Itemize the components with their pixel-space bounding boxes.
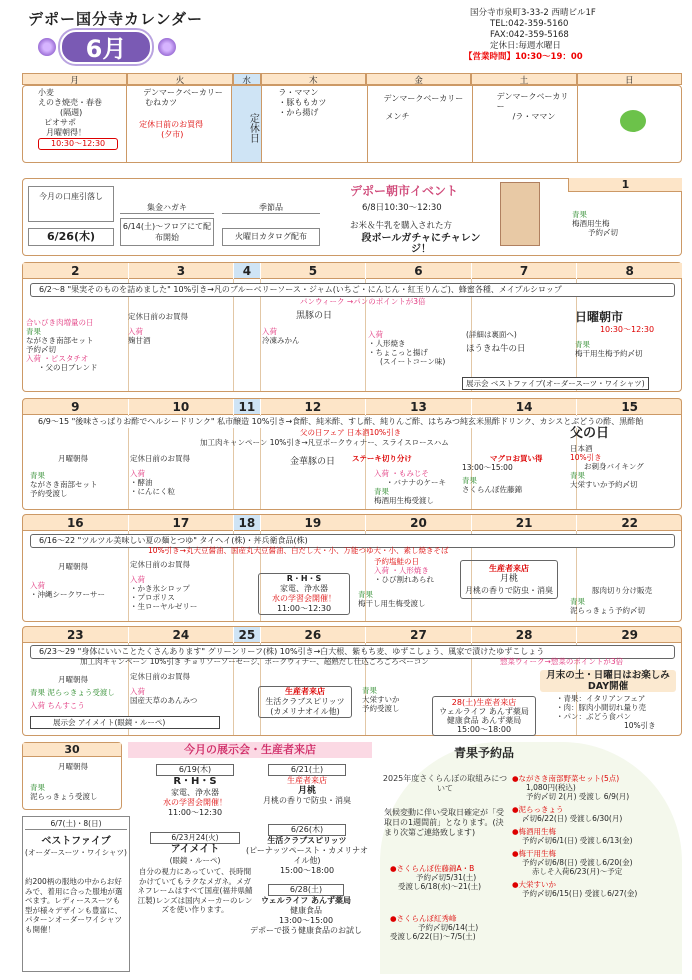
w5-sun xyxy=(556,694,656,730)
text: ・ひび割れあられ xyxy=(374,575,434,584)
time-box: 10:30～12:30 xyxy=(38,138,118,150)
w2-mon xyxy=(26,318,122,372)
text: ●大栄すいか xyxy=(512,880,557,889)
week3-banner: 6/9～15 "後味さっぱりお酢でヘルシードリンク" 私市醸造 10%引き→食酢、純米酢、すし酢、純りんご酢、はちみつ純玄米黒酢ドリンク、カシスとぶどうの酢、黒酢飴 xyxy=(30,416,675,428)
sun1-text xyxy=(572,210,618,237)
day-number: 16 xyxy=(23,515,128,531)
w4-mon xyxy=(30,562,105,599)
text: 入荷 xyxy=(128,327,143,336)
w5-tue xyxy=(130,672,197,705)
text: 青果 xyxy=(462,476,477,485)
w3-fri xyxy=(352,454,446,505)
text: 梅酒用生梅受渡し xyxy=(374,496,434,505)
text: ●ながさき南部野菜セット(5点) xyxy=(512,774,620,783)
day-number: 3 xyxy=(129,263,234,279)
weekly-sat xyxy=(473,86,578,162)
produce-title: 青果予約品 xyxy=(454,746,515,760)
weekday-sun: 日 xyxy=(577,73,682,85)
weekly-sun xyxy=(578,86,682,162)
store-address: 国分寺市泉町3-33-2 西晴ビル1F xyxy=(470,8,596,18)
day-number: 23 xyxy=(23,627,128,643)
text: 青果 xyxy=(26,327,41,336)
event-title: デポー朝市イベント xyxy=(350,184,459,198)
text: 青果 xyxy=(358,590,373,599)
text: 予約〆切5/31(土) xyxy=(416,873,477,882)
day-number: 21 xyxy=(472,515,577,531)
text: 予約〆切 xyxy=(26,345,56,354)
day-number: 27 xyxy=(366,627,471,643)
text: ・パン：ぶどう食パン xyxy=(556,712,631,721)
week2-banner: 6/2～8 "果実そのものを詰めました" 10%引き→凡のブルーベリーソース・ジャム(いちご・にんじん・紅玉りんご)、蜂蜜各種、メイプルシロップ xyxy=(30,283,675,297)
text: 黒豚の日 xyxy=(296,311,333,321)
text: 月桃 xyxy=(297,786,316,796)
w6-mon xyxy=(30,762,98,801)
text: 青果 xyxy=(30,471,45,480)
w5-expo: 展示会 アイメイト(眼鏡・ルーペ) xyxy=(30,716,220,729)
day-number: 20 xyxy=(366,515,471,531)
text: 15:00～18:00 xyxy=(456,725,512,734)
text: 日曜朝市 xyxy=(575,310,624,324)
text: ●さくらんぼ紅秀峰 xyxy=(390,914,457,923)
hydrangea-icon xyxy=(158,38,176,56)
weekday-header xyxy=(22,73,682,85)
w2-thu xyxy=(262,312,332,345)
text: ●さくらんぼ佐藤錦A・B xyxy=(390,864,475,873)
hydrangea-icon xyxy=(38,38,56,56)
text: 青果 xyxy=(362,686,377,695)
text: (ピーナッツペースト・カメリナオイル他) xyxy=(246,846,368,865)
text: 泥らっきょう受渡し xyxy=(30,792,98,801)
text: 青果 xyxy=(30,783,45,792)
text: 6/23月24(火) xyxy=(150,832,240,844)
weekly-row xyxy=(22,86,682,162)
text: 定休日前のお買得 xyxy=(130,560,190,569)
event-time: 6/8日10:30～12:30 xyxy=(362,203,442,213)
text: R・H・S xyxy=(173,776,217,787)
text: 健康食品 xyxy=(290,906,322,915)
text: 泥らっきょう予約〆切 xyxy=(570,606,645,615)
text: お刺身バイキング xyxy=(584,462,644,471)
text: 赤しそ入荷6/23(月)～予定 xyxy=(532,867,623,876)
day-number: 10 xyxy=(129,399,234,415)
day-number: 17 xyxy=(129,515,234,531)
text: 6/28(土) xyxy=(268,884,344,896)
text: 定休日前のお買得 xyxy=(130,672,190,681)
text: ・沖縄シークワーサー xyxy=(30,590,105,599)
w3-sun xyxy=(570,426,678,489)
text: 青果 泥らっきょう受渡し xyxy=(30,688,115,697)
text: 月桃 xyxy=(499,574,518,584)
text: 入荷 xyxy=(130,687,145,696)
day-number: 19 xyxy=(261,515,366,531)
weekday-tue: 火 xyxy=(127,73,232,85)
store-closed: 定休日:毎週水曜日 xyxy=(490,41,561,51)
text: ほうきね牛の日 xyxy=(466,344,526,354)
text: ●梅酒用生梅 xyxy=(512,827,557,836)
text: 月曜朝得 xyxy=(58,675,88,684)
text: 予約〆切6/14(土) xyxy=(418,923,479,932)
frog-icon xyxy=(620,110,646,132)
text: 6/19(木) xyxy=(156,764,234,776)
text: ・ちょこっと揚げ xyxy=(368,348,428,357)
text: 青果 xyxy=(570,471,585,480)
day-number: 14 xyxy=(472,399,577,415)
text: デンマークベーカリー xyxy=(143,88,223,97)
text: 13:00～15:00 xyxy=(462,463,513,472)
text: 入荷 xyxy=(130,575,145,584)
text: 10%引き xyxy=(570,453,602,462)
w2-sat xyxy=(466,330,526,354)
text: マグロお買い得 xyxy=(490,454,543,463)
event-desc: お米＆牛乳を購入された方 xyxy=(350,221,453,231)
text: 月曜朝得！ xyxy=(46,128,86,137)
cherry-sato xyxy=(390,864,481,891)
text: デンマークベーカリー xyxy=(496,92,569,111)
gacha-box-icon xyxy=(500,182,540,246)
text: ステーキ切り分け xyxy=(352,454,412,463)
text: 国産天草のあんみつ xyxy=(130,696,198,705)
expo-rhs xyxy=(136,764,254,818)
text: 予約〆切 2(月) 受渡し 6/9(月) xyxy=(526,792,630,801)
text: 月曜朝得 xyxy=(58,562,88,571)
text: 入荷 xyxy=(30,581,45,590)
day-number: 28 xyxy=(472,627,577,643)
store-hours: 【営業時間】10:30～19：00 xyxy=(464,52,583,62)
text: 大栄すいか予約〆切 xyxy=(570,480,638,489)
w5-sun-banner: 月末の土・日曜日はお楽しみDAY開催 xyxy=(540,670,676,692)
text: ベストファイブ xyxy=(41,835,111,847)
week2-banner2: パンウィーク →パンのポイントが3倍 xyxy=(300,297,426,306)
text: 青果 xyxy=(575,340,590,349)
text: 健康食品 あんず薬局 xyxy=(446,716,522,725)
text: 青果 xyxy=(570,597,585,606)
store-info xyxy=(464,8,675,63)
text: ウェルライフ あんず薬局 xyxy=(261,896,351,905)
text: さくらんぼ佐藤錦 xyxy=(462,485,522,494)
day-number: 12 xyxy=(261,399,366,415)
text: えのき焼売・春巻 xyxy=(38,98,102,107)
text: 家電、浄水器 xyxy=(280,584,328,593)
day-number: 15 xyxy=(577,399,682,415)
text: (オーダースーツ・ワイシャツ) xyxy=(25,847,127,857)
text: 6/26(木) xyxy=(268,824,346,836)
event-main: 段ボールガチャにチャレンジ！ xyxy=(361,233,481,255)
catalog-label: 季節品 xyxy=(222,202,320,214)
text: 予約〆切6/8(日) 受渡し6/20(金) xyxy=(522,858,633,867)
weekly-fri xyxy=(368,86,473,162)
day-30: 30 xyxy=(23,743,121,757)
text: 定休日前のお買得 xyxy=(130,454,190,463)
week4-banner: 6/16～22 "ツルツル美味しい夏の麺とつゆ" タイヘイ(株)・丼兵衛食品(株) xyxy=(30,534,675,548)
day-number: 2 xyxy=(23,263,128,279)
text: 麹甘酒 xyxy=(128,336,151,345)
day-number: 13 xyxy=(366,399,471,415)
text: 梅干し用生梅受渡し xyxy=(358,599,426,608)
day-number: 26 xyxy=(261,627,366,643)
w2-expo: 展示会 ベストファイブ(オーダースーツ・ワイシャツ) xyxy=(462,377,649,390)
weekly-wed: 定休日 xyxy=(232,86,262,162)
text: /ラ・ママン xyxy=(512,112,556,121)
text: 梅酒用生梅 xyxy=(572,219,610,228)
text: 予約受渡し xyxy=(362,704,400,713)
month-badge: 6月 xyxy=(60,30,152,64)
text: 月桃の香りで防虫・消臭 xyxy=(465,586,553,595)
day-number: 4 xyxy=(234,263,259,279)
text: 日本酒 xyxy=(570,444,593,453)
w5-thu xyxy=(258,686,352,718)
text: ・生ローヤルゼリー xyxy=(130,602,198,611)
text: 約200柄の服地の中からお好みで、着用に合った服地が選べます。レディーススーツも型が様々デザインも豊富に、パターンオーダーワイシャツも開催！ xyxy=(25,877,123,934)
w4-fri xyxy=(358,557,434,608)
text: 生活クラブスピリッツ xyxy=(265,697,345,706)
text: 入荷 ・人形焼き xyxy=(374,566,429,575)
expo-wellife xyxy=(238,884,374,936)
postcard-text: 6/14(土)～フロアにて配布開始 xyxy=(120,218,214,246)
w3-mon xyxy=(30,454,98,498)
store-fax: FAX:042-359-5168 xyxy=(490,30,569,40)
text: ながさき南部セット xyxy=(30,480,98,489)
text: 28(土)生産者来店 xyxy=(451,698,517,707)
day-number: 8 xyxy=(577,263,682,279)
w5-fri xyxy=(362,686,400,713)
text: 父の日 xyxy=(570,426,610,441)
text: 梅干用生梅予約〆切 xyxy=(575,349,643,358)
weekly-tue xyxy=(127,86,232,162)
text: 6/7(土)・8(日) xyxy=(25,819,127,830)
weekday-sat: 土 xyxy=(471,73,576,85)
day-number: 6 xyxy=(366,263,471,279)
w3-thu: 金華豚の日 xyxy=(290,457,336,467)
w4-tue xyxy=(130,560,197,611)
text: デポーで扱う健康食品のお試し xyxy=(250,926,362,935)
text: (夕市) xyxy=(161,130,184,139)
text: 予約〆切6/15(日) 受渡し6/27(金) xyxy=(522,889,638,898)
text: 小麦 xyxy=(38,88,54,97)
text: ・プロポリス xyxy=(130,593,175,602)
text: 受渡し6/18(水)～21(土) xyxy=(398,882,482,891)
expo-gettou xyxy=(244,764,370,806)
text: 月桃の香りで防虫・消臭 xyxy=(263,796,351,805)
day-number: 18 xyxy=(234,515,259,531)
text: 予約〆切6/1(日) 受渡し6/13(金) xyxy=(522,836,633,845)
text: (詳細は裏面へ) xyxy=(466,330,517,339)
day-number: 11 xyxy=(234,399,259,415)
w5-sat xyxy=(432,696,536,736)
text: 11:00～12:30 xyxy=(276,604,332,613)
text: ながさき南部セット xyxy=(26,336,94,345)
text: 入荷 ・もみじそ xyxy=(374,469,429,478)
text: 予約受渡し xyxy=(30,489,68,498)
day-number: 25 xyxy=(234,627,259,643)
text: (隔週) xyxy=(60,108,83,117)
text: 青果 xyxy=(572,210,587,219)
postcard-label: 集金ハガキ xyxy=(120,202,214,214)
text: ・酵油 xyxy=(130,478,153,487)
text: 15:00～18:00 xyxy=(279,866,335,875)
text: 合いびき肉増量の日 xyxy=(26,318,94,327)
cherry-beni xyxy=(390,914,478,941)
week5-banner: 6/23～29 "身体にいいことたくさんあります" グリーンリーフ(株) 10%引き→白大根、紫もち麦、ゆずこしょう、風家で漬けたゆずこしょう xyxy=(30,645,675,659)
day-number: 24 xyxy=(129,627,234,643)
text: ウェルライフ あんず薬局 xyxy=(439,707,529,716)
text: ・にんにく粒 xyxy=(130,487,175,496)
page-title: デポー国分寺カレンダー xyxy=(28,10,204,28)
week4-banner2: 10%引き→丸大豆醤油、国産丸大豆醤油、白だし大・小、万能つゆ大・小、素し焼きそば xyxy=(148,546,449,555)
text: 13:00～15:00 xyxy=(278,916,334,925)
w3-sat xyxy=(462,454,543,494)
text: ・かき氷シロップ xyxy=(130,584,190,593)
w2-fri xyxy=(368,330,445,366)
text: 入荷 xyxy=(368,330,383,339)
text: ・肉：豚肉小間切れ量り売 xyxy=(556,703,646,712)
time-box: 10:30～12:30 xyxy=(599,325,655,334)
text: 6/21(土) xyxy=(268,764,346,776)
text: 〆切6/22(日) 受渡し6/30(月) xyxy=(522,814,623,823)
text: 10%引き xyxy=(624,721,656,730)
text: R・H・S xyxy=(286,574,322,583)
w4-sat xyxy=(460,560,558,599)
day-number: 29 xyxy=(577,627,682,643)
text: ラ・ママン xyxy=(278,88,319,97)
text: 入荷 xyxy=(130,469,145,478)
w4-thu xyxy=(258,573,350,615)
weekday-thu: 木 xyxy=(261,73,366,85)
text: ●泥らっきょう xyxy=(512,805,564,814)
expo-spirits xyxy=(244,824,370,876)
weekday-wed: 水 xyxy=(233,73,261,85)
text: 入荷 ちんすこう xyxy=(30,701,85,710)
w2-tue xyxy=(128,312,188,345)
text: 豚肉切り分け販売 xyxy=(592,586,652,595)
text: ・から揚げ xyxy=(278,108,319,117)
weekly-mon xyxy=(22,86,127,162)
text: むねカツ xyxy=(145,98,178,107)
expo-best xyxy=(22,816,130,972)
store-tel: TEL:042-359-5160 xyxy=(490,19,569,29)
text: 家電、浄水器 xyxy=(171,788,219,797)
cherry-desc: 気候変動に伴い受取日確定が「受取日の1週間前」となります。(決まり次第ご連絡致します) xyxy=(384,808,504,837)
text: 生産者来店 xyxy=(287,776,327,785)
w3-tue xyxy=(130,454,190,496)
text: 月曜朝得 xyxy=(58,762,88,771)
text: 入荷 ・ピスタチオ xyxy=(26,354,89,363)
text: 1,080円(税込) xyxy=(526,783,576,792)
day-number: 5 xyxy=(261,263,366,279)
day-number: 7 xyxy=(472,263,577,279)
catalog-text: 火曜日カタログ配布 xyxy=(222,228,320,246)
weekly-thu xyxy=(262,86,367,162)
text: ・バナナのケーキ xyxy=(386,478,446,487)
w5-mon xyxy=(30,675,115,710)
text: ・青果：イタリアンフェア xyxy=(556,694,646,703)
expo-aimate xyxy=(136,832,254,915)
text: ピオサポ xyxy=(44,118,76,127)
text: 定休日前のお買得 xyxy=(128,312,188,321)
text: 水の学習会開催！ xyxy=(163,798,227,807)
text: 生活クラブスピリッツ xyxy=(267,836,347,845)
expo-title: 今月の展示会・生産者来店 xyxy=(128,742,372,758)
text: 生産者来店 xyxy=(285,687,325,696)
text: 自分の視力にあっていて、長時間かけていてもラクなメガネ。メガネフレームはすべて国産(福井県鯖江製)レンズは国内メーカーのレンズを使い作ります。 xyxy=(137,867,253,914)
text: 入荷 xyxy=(262,327,277,336)
text: ・豚ももカツ xyxy=(278,98,327,107)
w4-sun xyxy=(570,586,652,615)
weekday-mon: 月 xyxy=(22,73,127,85)
text: ・父の日ブレンド xyxy=(38,363,98,372)
text: メンチ xyxy=(385,112,410,121)
text: 冷凍みかん xyxy=(262,336,300,345)
text: ・人形焼き xyxy=(368,339,406,348)
text: アイメイト xyxy=(170,843,220,855)
text: 月曜朝得 xyxy=(58,454,88,463)
text: 11:00～12:30 xyxy=(167,808,223,817)
produce-list xyxy=(512,774,682,898)
text: 水の学習会開催！ xyxy=(272,594,336,603)
text: (眼鏡・ルーペ) xyxy=(169,855,221,865)
day-1: 1 xyxy=(568,178,682,192)
text: 大栄すいか xyxy=(362,695,400,704)
weekday-fri: 金 xyxy=(366,73,471,85)
cherry-title: 2025年度さくらんぼの取組みについて xyxy=(382,774,508,793)
text: 青果 xyxy=(374,487,389,496)
text: 受渡し6/22(日)～7/5(土) xyxy=(390,932,476,941)
w2-sun xyxy=(575,310,679,358)
pickup-label: 今月の口座引落し xyxy=(28,186,114,222)
text: 予約〆切 xyxy=(588,228,618,237)
week3-banner2: 父の日フェア 日本酒10%引き xyxy=(300,428,402,437)
week3-banner3: 加工肉キャンペーン 10%引き→凡豆ポークウィナー、スライスロースハム xyxy=(200,438,449,447)
text: 生産者来店 xyxy=(489,564,529,573)
week5-banner3: 惣菜ウィーク→惣菜のポイントが3倍 xyxy=(500,657,624,666)
text: 予約塩鮭の日 xyxy=(374,557,419,566)
text: (スイートコーン味) xyxy=(380,357,446,366)
day-number: 9 xyxy=(23,399,128,415)
text: 定休日前のお買得 xyxy=(139,120,204,129)
text: デンマークベーカリー xyxy=(383,94,464,103)
text: ●梅干用生梅 xyxy=(512,849,557,858)
pickup-date: 6/26(木) xyxy=(28,228,114,246)
week5-banner2: 加工肉キャンペーン 10%引き チョリソーソーセージ、ボークウィナー、超熟だし仕込ごろごろベーコン xyxy=(80,657,429,666)
day-number: 22 xyxy=(577,515,682,531)
text: (カメリナオイル他) xyxy=(270,707,340,716)
